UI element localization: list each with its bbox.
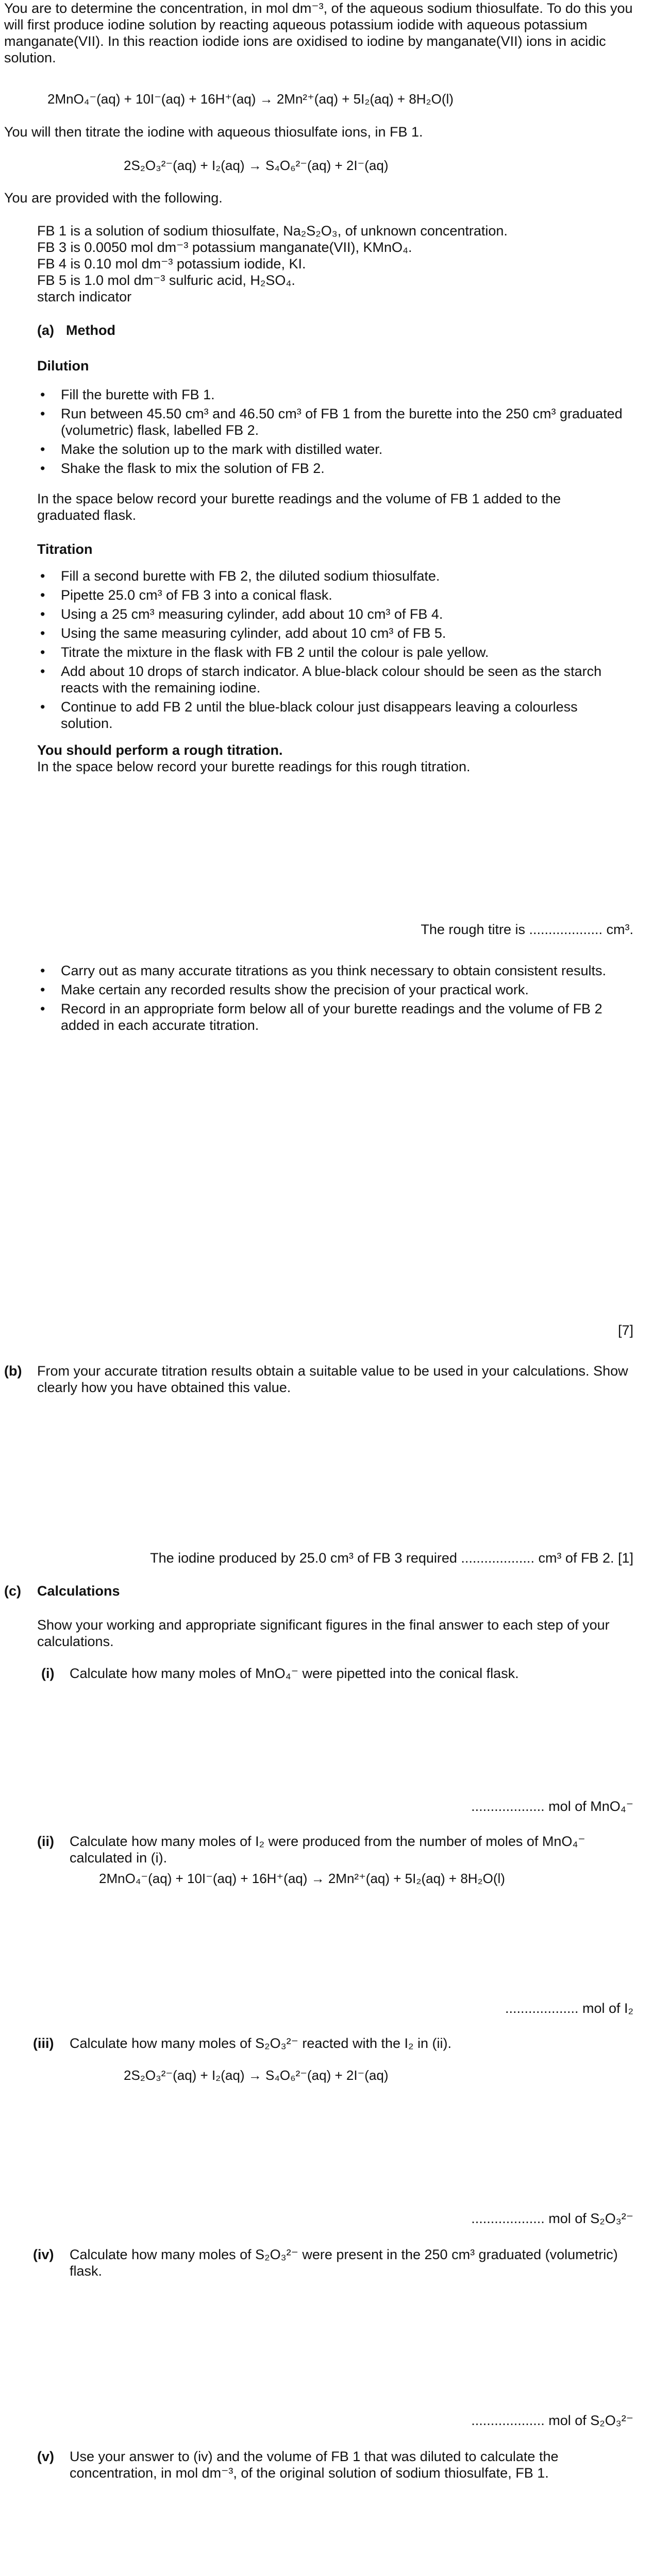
part-c-iv-label: (iv): [33, 2247, 54, 2262]
dilution-record-text: In the space below record your burette readings and the volume of FB 1 added to the graduated flask.: [37, 491, 561, 523]
part-c-iii-text: Calculate how many moles of S₂O₃²⁻ reacted with the I₂ in (ii).: [70, 2036, 451, 2051]
titration-step: • Using a 25 cm³ measuring cylinder, add about 10 cm³ of FB 4.: [37, 606, 625, 622]
titration-step: • Add about 10 drops of starch indicator. A blue-black colour should be seen as the starch reacts with the remaining iodine.: [37, 663, 625, 696]
part-b-answer[interactable]: The iodine produced by 25.0 cm³ of FB 3 required ................... cm³ of FB 2. [1]: [150, 1550, 633, 1566]
dilution-steps: [37, 386, 625, 479]
reagent-fb4: FB 4 is 0.10 mol dm⁻³ potassium iodide, KI.: [37, 256, 306, 272]
part-c-v-text: Use your answer to (iv) and the volume of FB 1 that was diluted to calculate the concentration, in mol dm⁻³, of the original solution of sodium thiosulfate, FB 1.: [70, 2449, 559, 2481]
reagent-fb1: FB 1 is a solution of sodium thiosulfate, Na₂S₂O₃, of unknown concentration.: [37, 223, 508, 239]
part-c-ii-equation: 2MnO₄⁻(aq) + 10I⁻(aq) + 16H⁺(aq) → 2Mn²⁺(aq) + 5I₂(aq) + 8H₂O(l): [99, 1871, 505, 1886]
reagents-list: [37, 223, 604, 305]
part-c-ii-text: Calculate how many moles of I₂ were produced from the number of moles of MnO₄⁻ calculated in (i).: [70, 1834, 585, 1866]
part-c-ii-label: (ii): [37, 1834, 54, 1849]
intro-text-2: You will then titrate the iodine with aqueous thiosulfate ions, in FB 1.: [4, 124, 423, 140]
dilution-step: • Shake the flask to mix the solution of FB 2.: [37, 460, 625, 477]
titration-heading: Titration: [37, 541, 93, 557]
part-c-i-answer[interactable]: ................... mol of MnO₄⁻: [471, 1799, 633, 1814]
method-heading: Method: [66, 323, 115, 338]
intro-text: You are to determine the concentration, in mol dm⁻³, of the aqueous sodium thiosulfate. To do this you will first produce iodine solution by reacting aqueous potassium iodide with aqueous potassium manganate(VII). In this reaction iodide ions are oxidised to iodine by manganate(VII) ions in acidic solution.: [4, 1, 633, 65]
reagent-fb5: FB 5 is 1.0 mol dm⁻³ sulfuric acid, H₂SO₄.: [37, 273, 295, 288]
part-c-iv-text: Calculate how many moles of S₂O₃²⁻ were present in the 250 cm³ graduated (volumetric) flask.: [70, 2247, 618, 2279]
reagent-fb3: FB 3 is 0.0050 mol dm⁻³ potassium manganate(VII), KMnO₄.: [37, 240, 412, 255]
provided-text: You are provided with the following.: [4, 190, 223, 206]
part-c-ii-answer[interactable]: ................... mol of I₂: [505, 2001, 633, 2016]
dilution-step: • Fill the burette with FB 1.: [37, 386, 625, 403]
dilution-heading: Dilution: [37, 358, 89, 374]
part-c-label: (c): [4, 1583, 21, 1599]
part-c-iii-answer[interactable]: ................... mol of S₂O₃²⁻: [471, 2211, 633, 2226]
part-c-i-label: (i): [41, 1666, 55, 1681]
part-c-v-label: (v): [37, 2449, 54, 2464]
titration-step: • Continue to add FB 2 until the blue-black colour just disappears leaving a colourless solution.: [37, 699, 625, 732]
part-b-text: From your accurate titration results obtain a suitable value to be used in your calculations. Show clearly how you have obtained this value.: [37, 1363, 628, 1395]
part-b-label: (b): [4, 1363, 22, 1379]
accurate-step: • Record in an appropriate form below all of your burette readings and the volume of FB 2 added in each accurate titration.: [37, 1001, 625, 1033]
rough-titration-instruction: You should perform a rough titration.: [37, 742, 283, 758]
titration-step: • Using the same measuring cylinder, add about 10 cm³ of FB 5.: [37, 625, 625, 641]
accurate-titration-steps: [37, 962, 625, 1036]
equation-2: 2S₂O₃²⁻(aq) + I₂(aq) → S₄O₆²⁻(aq) + 2I⁻(aq): [124, 158, 389, 173]
part-a-label: (a): [37, 323, 54, 338]
part-c-iv-answer[interactable]: ................... mol of S₂O₃²⁻: [471, 2413, 633, 2428]
accurate-step: • Carry out as many accurate titrations as you think necessary to obtain consistent results.: [37, 962, 625, 979]
rough-titration-record: In the space below record your burette readings for this rough titration.: [37, 759, 471, 774]
titration-steps: [37, 568, 625, 734]
titration-step: • Pipette 25.0 cm³ of FB 3 into a conical flask.: [37, 587, 625, 603]
rough-titre-answer[interactable]: The rough titre is ................... cm³.: [421, 922, 633, 937]
dilution-step: • Make the solution up to the mark with distilled water.: [37, 441, 625, 457]
part-c-i-text: Calculate how many moles of MnO₄⁻ were pipetted into the conical flask.: [70, 1666, 519, 1681]
calculations-heading: Calculations: [37, 1583, 120, 1599]
accurate-step: • Make certain any recorded results show the precision of your practical work.: [37, 981, 625, 998]
part-c-intro: Show your working and appropriate significant figures in the final answer to each step of your calculations.: [37, 1617, 610, 1649]
reagent-starch: starch indicator: [37, 289, 132, 304]
part-c-iii-label: (iii): [33, 2036, 54, 2051]
part-c-iii-equation: 2S₂O₃²⁻(aq) + I₂(aq) → S₄O₆²⁻(aq) + 2I⁻(aq): [124, 2067, 389, 2083]
titration-step: • Titrate the mixture in the flask with FB 2 until the colour is pale yellow.: [37, 644, 625, 660]
part-a-marks: [7]: [617, 1323, 633, 1338]
dilution-step: • Run between 45.50 cm³ and 46.50 cm³ of FB 1 from the burette into the 250 cm³ graduated (volumetric) flask, labelled FB 2.: [37, 405, 625, 438]
titration-step: • Fill a second burette with FB 2, the diluted sodium thiosulfate.: [37, 568, 625, 584]
equation-1: 2MnO₄⁻(aq) + 10I⁻(aq) + 16H⁺(aq) → 2Mn²⁺(aq) + 5I₂(aq) + 8H₂O(l): [47, 91, 454, 107]
